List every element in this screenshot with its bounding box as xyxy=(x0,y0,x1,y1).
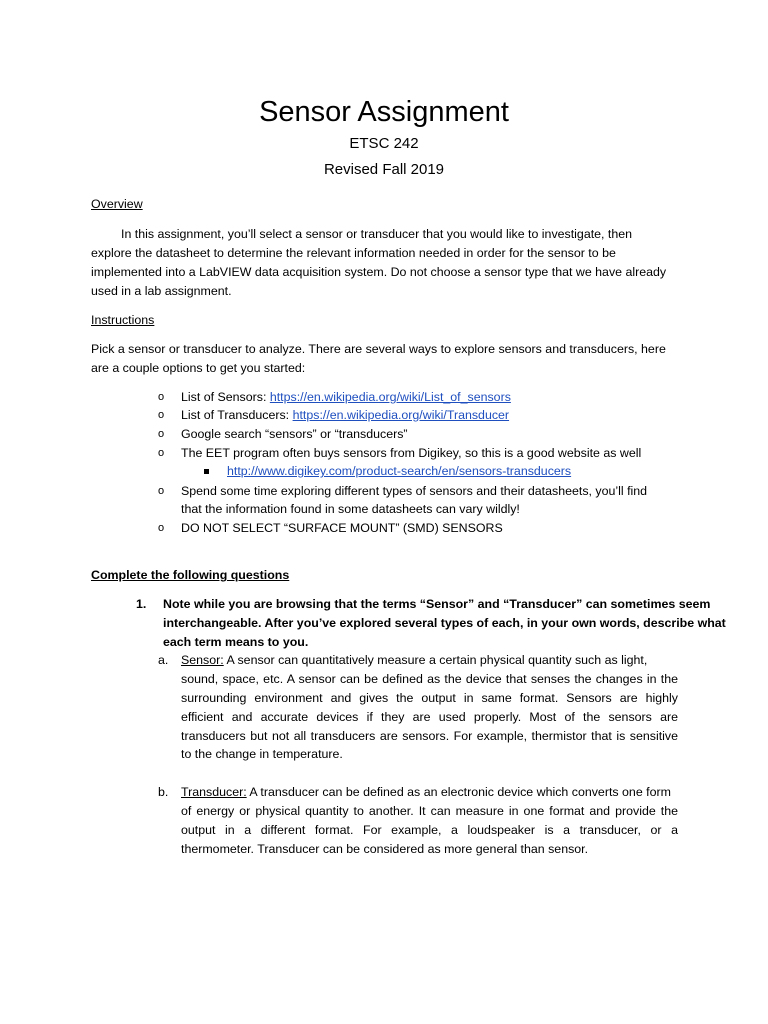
transducers-list-link[interactable]: https://en.wikipedia.org/wiki/Transducer xyxy=(292,408,510,422)
list-item xyxy=(181,388,511,407)
page-title: Sensor Assignment xyxy=(259,96,509,128)
bullet-marker: o xyxy=(158,409,165,421)
bullet-marker: o xyxy=(158,522,165,534)
question-number: 1. xyxy=(136,597,147,611)
list-item: Spend some time exploring different types of sensors and their datasheets, you’ll find xyxy=(181,484,648,498)
list-item: The EET program often buys sensors from Digikey, so this is a good website as well xyxy=(181,446,642,460)
answer-b-text: A transducer can be defined as an electronic device which converts one form xyxy=(246,785,671,799)
transducer-term: Transducer: xyxy=(181,785,247,799)
bullet-marker: o xyxy=(158,485,165,497)
questions-heading: Complete the following questions xyxy=(91,568,290,582)
answer-a-line-2: sound, space, etc. A sensor can be defined as the device that senses the changes in the xyxy=(181,672,678,686)
answer-a-line-1 xyxy=(181,651,678,670)
list-item-continuation: that the information found in some datasheets can vary wildly! xyxy=(181,502,520,516)
list-item xyxy=(181,406,509,425)
digikey-link[interactable]: http://www.digikey.com/product-search/en/sensors-transducers xyxy=(227,464,572,478)
instructions-intro-line-2: are a couple options to get you started: xyxy=(91,361,306,375)
answer-b-line-3: output in a different format. For example, a loudspeaker is a transducer, or a xyxy=(181,823,678,837)
instructions-heading: Instructions xyxy=(91,313,155,327)
bullet-marker: o xyxy=(158,447,165,459)
bullet-marker: o xyxy=(158,428,165,440)
question-1-line-2: interchangeable. After you’ve explored several types of each, in your own words, describe what xyxy=(163,616,726,630)
answer-b-marker: b. xyxy=(158,785,169,799)
answer-b-line-4: thermometer. Transducer can be considered as more general than sensor. xyxy=(181,842,589,856)
answer-b-line-2: of energy or physical quantity to another. It can measure in one format and provide the xyxy=(181,804,678,818)
answer-b-line-1 xyxy=(181,783,678,802)
answer-a-line-4: efficient and accurate devices if they are used properly. Most of the sensors are xyxy=(181,710,678,724)
revision-note: Revised Fall 2019 xyxy=(323,161,445,178)
sensors-list-link[interactable]: https://en.wikipedia.org/wiki/List_of_sensors xyxy=(269,390,511,404)
list-item-label: List of Sensors: xyxy=(181,390,270,404)
bullet-marker: o xyxy=(158,391,165,403)
overview-line-1: In this assignment, you’ll select a sensor or transducer that you would like to investigate, then xyxy=(121,227,633,241)
list-item: DO NOT SELECT “SURFACE MOUNT” (SMD) SENSORS xyxy=(181,521,503,535)
sensor-term: Sensor: xyxy=(181,653,224,667)
list-item-label: List of Transducers: xyxy=(181,408,293,422)
overview-heading: Overview xyxy=(91,197,143,211)
course-code: ETSC 242 xyxy=(349,135,419,152)
question-1-line-1: Note while you are browsing that the terms “Sensor” and “Transducer” can sometimes seem xyxy=(163,597,711,611)
list-item: Google search “sensors” or “transducers” xyxy=(181,427,408,441)
question-1-line-3: each term means to you. xyxy=(163,635,309,649)
answer-a-marker: a. xyxy=(158,653,169,667)
square-bullet-icon xyxy=(204,469,209,474)
answer-a-text: A sensor can quantitatively measure a certain physical quantity such as light, xyxy=(223,653,648,667)
instructions-intro-line-1: Pick a sensor or transducer to analyze. There are several ways to explore sensors and transducers, here xyxy=(91,342,666,356)
list-item xyxy=(227,462,571,481)
overview-line-4: used in a lab assignment. xyxy=(91,284,232,298)
overview-line-3: implemented into a LabVIEW data acquisition system. Do not choose a sensor type that we have already xyxy=(91,265,667,279)
overview-line-2: explore the datasheet to determine the relevant information needed in order for the sensor to be xyxy=(91,246,616,260)
answer-a-line-3: surrounding environment and gives the output in same format. Sensors are highly xyxy=(181,691,678,705)
answer-a-line-6: to the change in temperature. xyxy=(181,747,343,761)
answer-a-line-5: transducers but not all transducers are sensors. For example, thermistor that is sensitive xyxy=(181,729,678,743)
